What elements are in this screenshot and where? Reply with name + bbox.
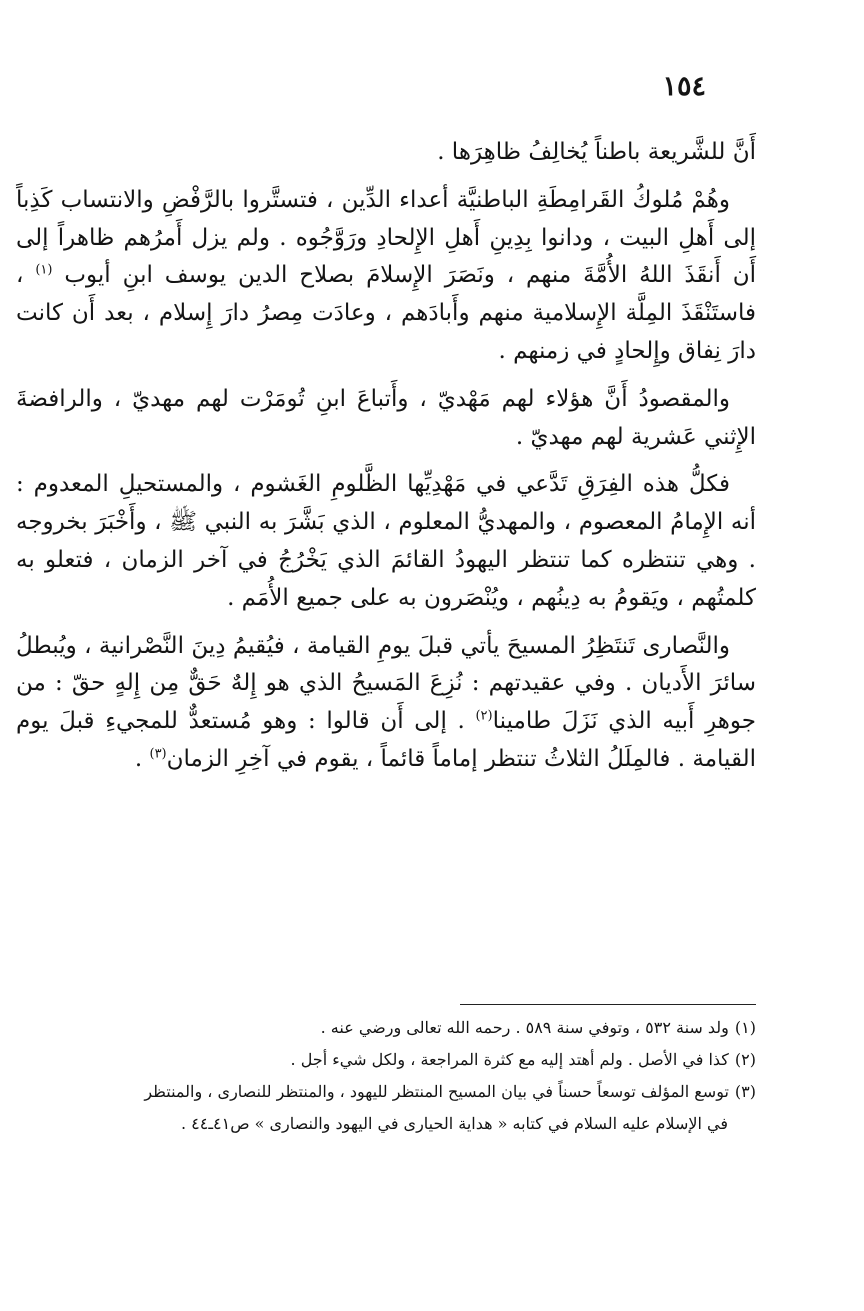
paragraph-4: فكلُّ هذه الفِرَقِ تَدَّعي في مَهْدِيِّها الظَّلومِ الغَشوم ، والمستحيلِ المعدوم : أنه الإِمامُ المعصوم ، والمهديُّ المعلوم ، الذي بَشَّرَ به النبي ﷺ ، وأَخْبَرَ بخروجه . وهي تنتظره كما تنتظر اليهودُ القائمَ الذي يَخْرُجُ في آخر الزمان ، فتعلو به كلمتُهم ، ويَقومُ به دِينُهم ، ويُنْصَرون به على جميع الأُمَم .	[16, 471, 756, 611]
footnote-1	[16, 1012, 756, 1044]
footnote-text: توسع المؤلف توسعاً حسناً في بيان المسيح المنتظر لليهود ، والمنتظر للنصارى ، والمنتظر	[144, 1082, 729, 1101]
footnote-number: (١)	[734, 1018, 756, 1037]
footnote-number: (٢)	[734, 1050, 756, 1069]
footnote-ref-1[interactable]: (١)	[35, 262, 53, 278]
footnote-ref-2[interactable]: (٢)	[475, 708, 493, 724]
paragraph-5-text: والنَّصارى تَنتَظِرُ المسيحَ يأتي قبلَ يومِ القيامة ، فيُقيمُ دِينَ النَّصْرانية ، ويُبطلُ سائرَ الأَديان . وفي عقيدتهم : نُزِعَ المَسيحُ الذي هو إِلهٌ حَقٌّ مِن إِلهٍ حقّ : من جوهرِ أَبيه الذي نَزَلَ طامينا	[16, 632, 757, 735]
footnote-ref-3[interactable]: (٣)	[149, 746, 167, 762]
paragraph-5	[16, 628, 756, 779]
paragraph-2-tail: ، فاستَنْقَذَ المِلَّة الإِسلامية منهم وأَبادَهم ، وعادَت مِصرُ دارَ إِسلام ، بعد أَن كانت دارَ نِفاق وإِلحادٍ في زمنهم .	[16, 262, 756, 364]
footnote-3	[16, 1076, 756, 1140]
footnote-divider	[460, 1004, 756, 1005]
page-number: ١٥٤	[662, 71, 706, 102]
paragraph-6-text: للمجيءِ قبلَ يوم القيامة . فالمِلَلُ الثلاثُ تنتظر إماماً قائماً ، يقوم في آخِرِ الزمان	[16, 708, 756, 772]
footnote-continuation: في الإسلام عليه السلام في كتابه « هداية الحيارى في اليهود والنصارى » ص٤١ـ٤٤ .	[180, 1114, 728, 1133]
paragraph-1: أَنَّ للشَّريعة باطناً يُخالِفُ ظاهِرَها .	[437, 139, 756, 165]
footnote-number: (٣)	[734, 1082, 756, 1101]
paragraph-5-tail: . إلى أَن قالوا : وهو مُستعدٌّ	[188, 708, 465, 735]
paragraph-2	[16, 182, 756, 371]
footnote-text: كذا في الأصل . ولم أهتد إليه مع كثرة المراجعة ، ولكل شيء أجل .	[290, 1050, 729, 1069]
paragraph-2-text: وهُمْ مُلوكُ القَرامِطَةِ الباطنيَّة أعداء الدِّين ، فتستَّروا بالرَّفْضِ والانتساب كَذِباً إلى أَهلِ البيت ، ودانوا بِدِينِ أَهلِ الإِلحادِ ورَوَّجُوه . ولم يزل أَمرُهم ظاهراً إلى أَن أَنقَذَ اللهُ الأُمَّةَ منهم ، ونَصَرَ الإِسلامَ بصلاح الدين يوسف ابنِ أيوب	[16, 186, 757, 289]
footnote-text: ولد سنة ٥٣٢ ، وتوفي سنة ٥٨٩ . رحمه الله تعالى ورضي عنه .	[320, 1018, 729, 1037]
footnote-2	[16, 1044, 756, 1076]
main-text	[16, 134, 756, 789]
footnotes	[16, 1012, 756, 1140]
paragraph-3: والمقصودُ أَنَّ هؤلاء لهم مَهْديّ ، وأَتباعَ ابنِ تُومَرْت لهم مهديّ ، والرافضةَ الإِثني عَشرية لهم مهديّ .	[16, 385, 756, 450]
paragraph-6-tail: .	[134, 745, 143, 772]
